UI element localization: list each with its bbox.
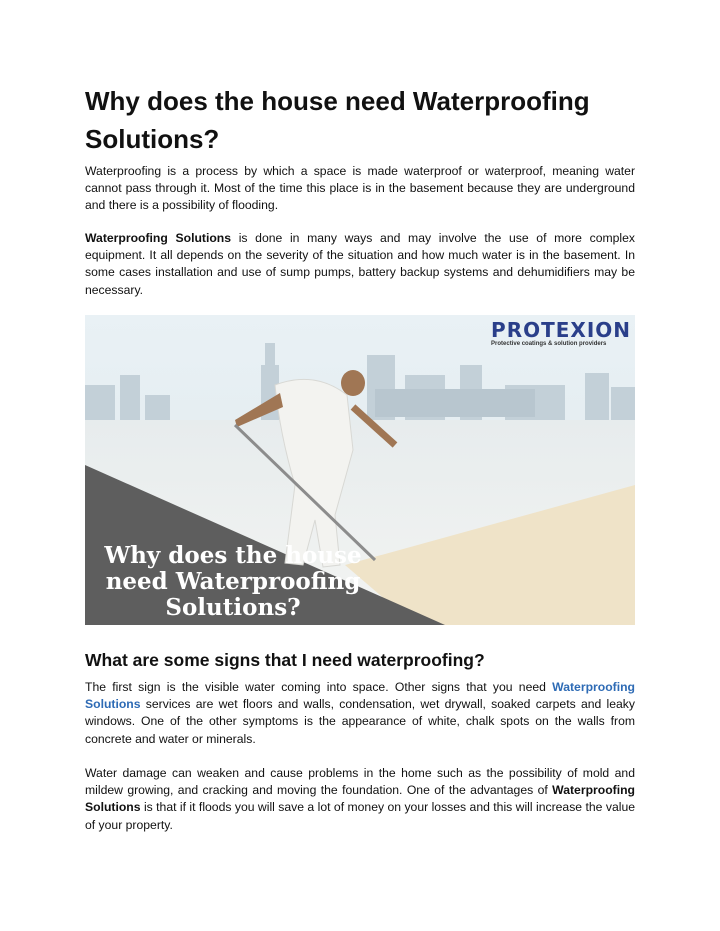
damage-bold-term: Waterproofing Solutions bbox=[85, 783, 635, 815]
signs-text-start: The first sign is the visible water coming into space. Other signs that you need bbox=[85, 680, 553, 694]
damage-text-rest: is that if it floods you will save a lot of money on your losses and this will increase the value of your property. bbox=[85, 800, 635, 832]
section-heading: What are some signs that I need waterproofing? bbox=[85, 650, 485, 670]
methods-paragraph bbox=[85, 230, 635, 299]
damage-text-start: Water damage can weaken and cause problems in the home such as the possibility of mold and mildew growing, and cracking and moving the foundation. One of the advantages of bbox=[85, 766, 635, 798]
logo-tagline: Protective coatings & solution providers bbox=[491, 341, 607, 347]
hero-image bbox=[85, 315, 635, 625]
intro-paragraph bbox=[85, 163, 635, 215]
page-title: Why does the house need Waterproofing Solutions? bbox=[85, 86, 590, 154]
brand-logo bbox=[491, 319, 631, 347]
logo-wordmark: PROTEXION bbox=[491, 318, 631, 342]
waterproofing-solutions-link[interactable]: Waterproofing Solutions bbox=[85, 680, 635, 712]
hero-caption: Why does the house need Waterproofing Solutions? bbox=[104, 542, 362, 621]
damage-paragraph bbox=[85, 765, 635, 834]
methods-bold-term: Waterproofing Solutions bbox=[85, 231, 232, 245]
intro-text: Waterproofing is a process by which a space is made waterproof or waterproof, meaning water cannot pass through it. Most of the time this place is in the basement because they are underground and there is a possibility of flooding. bbox=[85, 164, 635, 213]
signs-paragraph bbox=[85, 679, 635, 748]
signs-text-rest: services are wet floors and walls, condensation, wet drywall, soaked carpets and leaky windows. One of the other symptoms is the appearance of white, chalk spots on the walls from concrete and water or minerals. bbox=[85, 697, 635, 746]
methods-text: is done in many ways and may involve the use of more complex equipment. It all depends on the severity of the situation and how much water is in the basement. In some cases installation and use of sump pumps, battery backup systems and dehumidifiers may be necessary. bbox=[85, 231, 635, 297]
